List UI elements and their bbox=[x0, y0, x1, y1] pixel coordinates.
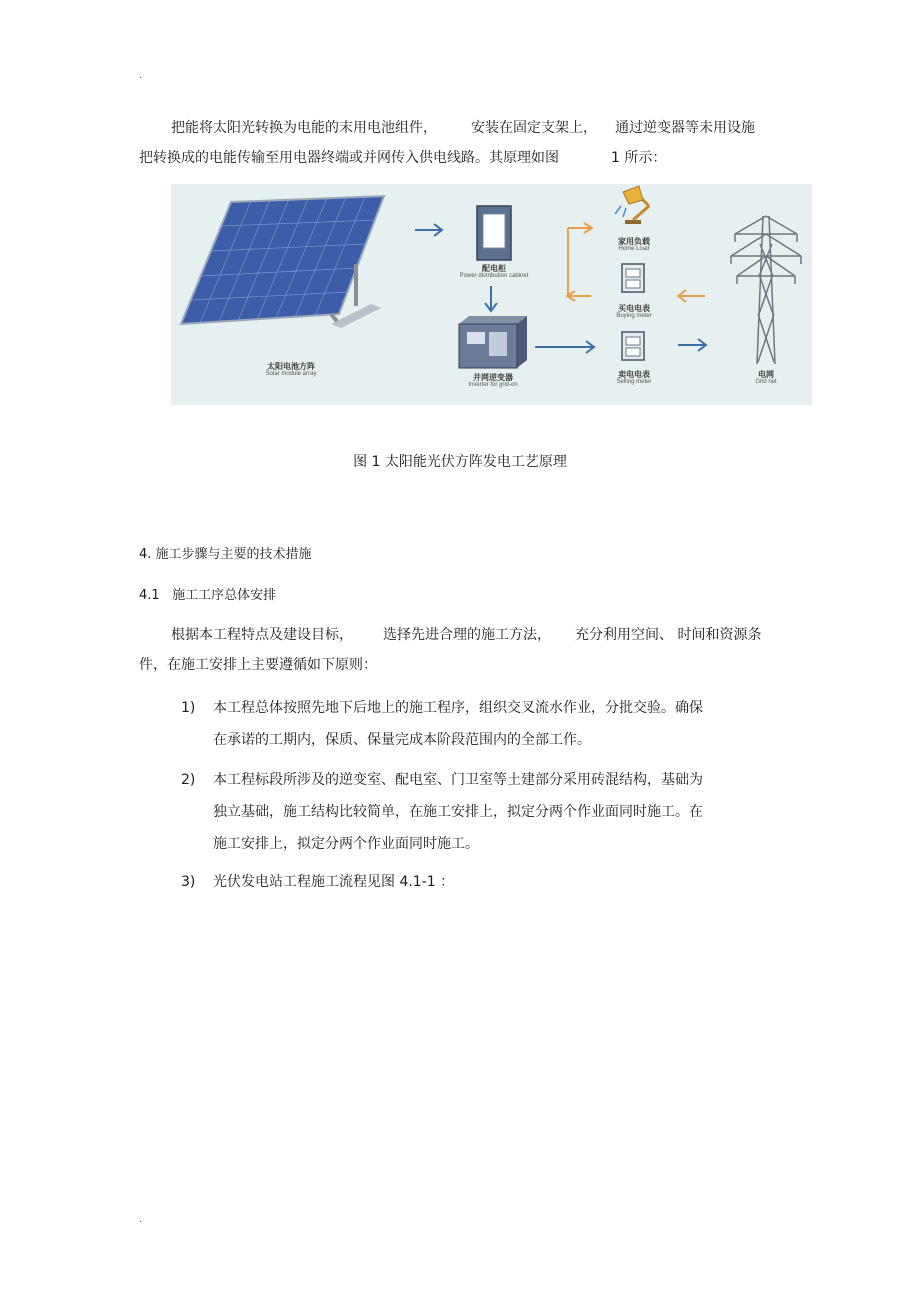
solar-array-label-cn: 太阳电池方阵 bbox=[267, 362, 315, 371]
buying-meter-icon bbox=[622, 264, 644, 292]
selling-meter-label bbox=[599, 370, 669, 386]
buying-meter-label-en: Buying meter bbox=[616, 313, 652, 320]
principles-line-2: 件，在施工安排上主要遵循如下原则： bbox=[139, 657, 377, 673]
principles-line-1 bbox=[139, 620, 799, 650]
buying-meter-label-cn: 买电电表 bbox=[618, 304, 650, 313]
principles-text-b: 选择先进合理的施工方法， bbox=[383, 627, 551, 643]
cabinet-label bbox=[439, 264, 549, 280]
selling-meter-icon bbox=[622, 332, 644, 360]
buying-meter-label bbox=[599, 304, 669, 320]
home-load-label bbox=[599, 237, 669, 253]
arrow-to-inverter-icon bbox=[485, 286, 497, 311]
principles-text-a: 根据本工程特点及建设目标， bbox=[171, 627, 353, 643]
principles-paragraph bbox=[139, 620, 799, 680]
inverter-label bbox=[443, 373, 543, 389]
figure-caption: 图 1 太阳能光伏方阵发电工艺原理 bbox=[353, 454, 567, 470]
solar-array-label bbox=[231, 362, 351, 378]
intro-paragraph bbox=[139, 113, 799, 173]
list-item-2-line-1: 本工程标段所涉及的逆变室、配电室、门卫室等土建部分采用砖混结构，基础为 bbox=[213, 772, 703, 788]
list-item-1 bbox=[181, 692, 733, 756]
section-4-1-heading: 4.1 施工工序总体安排 bbox=[139, 588, 277, 603]
home-load-lamp-icon bbox=[615, 186, 649, 224]
grid-label bbox=[741, 370, 791, 386]
list-item-2-line-3: 施工安排上，拟定分两个作业面同时施工。 bbox=[213, 836, 479, 852]
selling-meter-label-en: Selling meter bbox=[616, 379, 652, 386]
intro-text-1a: 把能将太阳光转换为电能的末用电池组件， bbox=[171, 120, 437, 136]
grid-label-cn: 电网 bbox=[758, 370, 774, 379]
pv-system-diagram bbox=[171, 184, 812, 405]
page-dot-bottom: . bbox=[139, 1214, 143, 1225]
section-4-heading: 4. 施工步骤与主要的技术措施 bbox=[139, 547, 312, 562]
list-item-1-line-2: 在承诺的工期内，保质、保量完成本阶段范围内的全部工作。 bbox=[213, 732, 591, 748]
list-item-1-number: 1) bbox=[181, 700, 196, 716]
page-dot-top: . bbox=[139, 70, 143, 81]
list-item-1-line-1: 本工程总体按照先地下后地上的施工程序，组织交叉流水作业，分批交验。确保 bbox=[213, 700, 703, 716]
solar-panel-icon bbox=[181, 196, 384, 328]
intro-text-2b: 1 所示： bbox=[611, 150, 667, 166]
intro-line-1 bbox=[139, 113, 799, 143]
inverter-label-en: Inverter for grid-on bbox=[468, 382, 518, 389]
intro-text-1c: 通过逆变器等未用设施 bbox=[615, 120, 755, 136]
transmission-tower-icon bbox=[731, 216, 801, 364]
list-item-3-line-1: 光伏发电站工程施工流程见图 4.1-1 ： bbox=[213, 874, 455, 890]
grid-label-en: Grid net bbox=[755, 379, 777, 386]
distribution-cabinet-icon bbox=[477, 206, 511, 260]
home-load-label-cn: 家用负载 bbox=[618, 237, 650, 246]
home-load-label-en: Home Load bbox=[618, 246, 650, 253]
intro-line-2 bbox=[139, 143, 799, 173]
arrow-from-grid-icon bbox=[678, 290, 705, 302]
grid-inverter-icon bbox=[459, 316, 527, 368]
selling-meter-label-cn: 卖电电表 bbox=[618, 370, 650, 379]
list-item-3 bbox=[181, 866, 733, 898]
list-item-2-number: 2) bbox=[181, 772, 196, 788]
arrow-to-grid-icon bbox=[678, 339, 706, 351]
cabinet-label-cn: 配电柜 bbox=[482, 264, 506, 273]
inverter-label-cn: 并网逆变器 bbox=[473, 373, 513, 382]
list-item-3-number: 3) bbox=[181, 874, 196, 890]
solar-array-label-en: Solar module array bbox=[265, 371, 317, 378]
list-item-2-line-2: 独立基础，施工结构比较简单，在施工安排上，拟定分两个作业面同时施工。在 bbox=[213, 804, 703, 820]
arrow-to-cabinet-icon bbox=[415, 224, 442, 236]
cabinet-label-en: Power distribution cabinet bbox=[459, 273, 529, 280]
intro-text-1b: 安装在固定支架上， bbox=[471, 120, 597, 136]
principles-text-c: 充分利用空间、 时间和资源条 bbox=[575, 627, 762, 643]
list-item-2 bbox=[181, 764, 733, 860]
arrow-to-selling-meter-icon bbox=[535, 341, 594, 353]
intro-text-2a: 把转换成的电能传输至用电器终端或并网传入供电线路。其原理如图 bbox=[139, 150, 559, 166]
orange-flow-arrows-icon bbox=[567, 223, 592, 301]
